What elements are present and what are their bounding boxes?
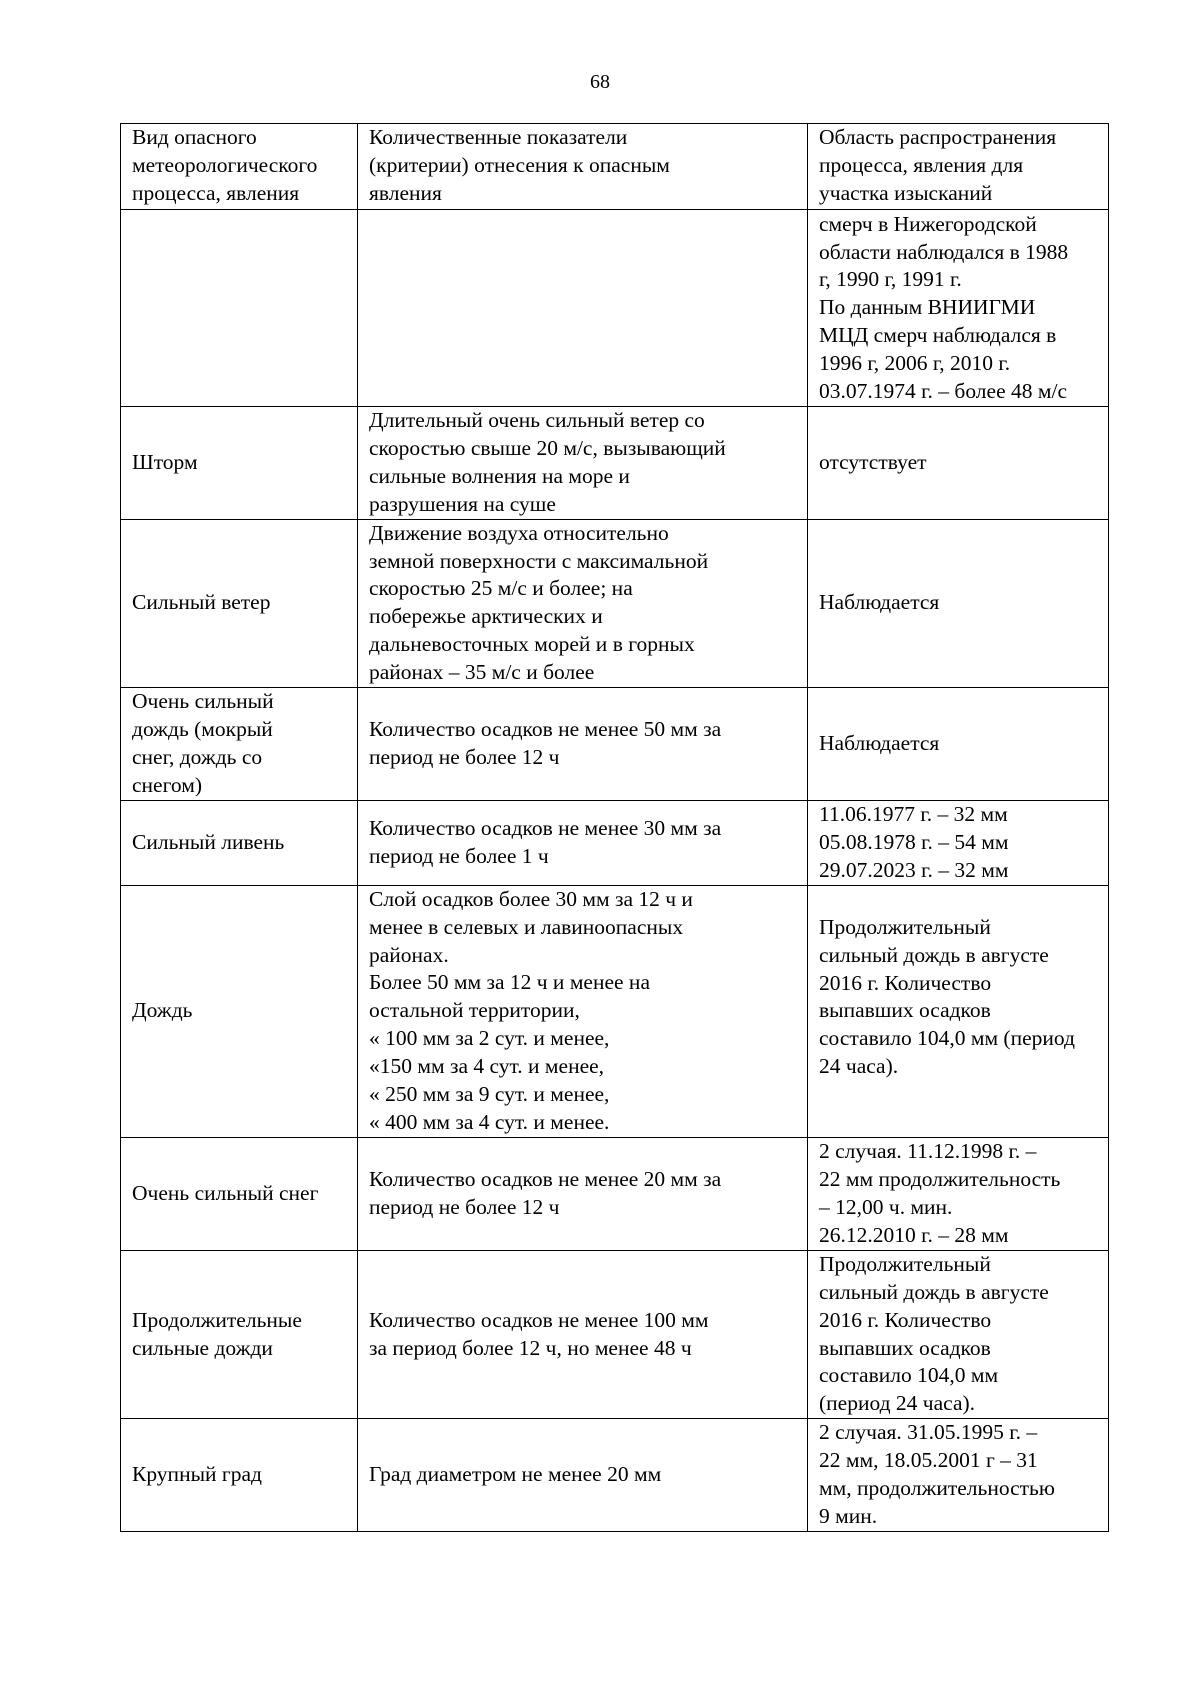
cell-area: Наблюдается xyxy=(808,519,1109,687)
cell-area: 11.06.1977 г. – 32 мм 05.08.1978 г. – 54 мм 29.07.2023 г. – 32 мм xyxy=(808,800,1109,885)
cell-criteria: Град диаметром не менее 20 мм xyxy=(358,1419,808,1532)
hazards-table xyxy=(120,123,1109,1532)
cell-phenomenon: Продолжительные сильные дожди xyxy=(121,1250,358,1418)
table-row xyxy=(121,1137,1109,1250)
header-cell-phenomenon-type: Вид опасного метеорологического процесса, явления xyxy=(121,124,358,210)
table-row xyxy=(121,519,1109,687)
table-row xyxy=(121,800,1109,885)
table-row xyxy=(121,210,1109,407)
cell-phenomenon: Очень сильный снег xyxy=(121,1137,358,1250)
cell-phenomenon: Сильный ливень xyxy=(121,800,358,885)
cell-phenomenon: Сильный ветер xyxy=(121,519,358,687)
table-header-row xyxy=(121,124,1109,210)
cell-criteria: Количество осадков не менее 30 мм за период не более 1 ч xyxy=(358,800,808,885)
table-row xyxy=(121,407,1109,520)
cell-criteria: Длительный очень сильный ветер со скоростью свыше 20 м/с, вызывающий сильные волнения на море и разрушения на суше xyxy=(358,407,808,520)
cell-criteria: Количество осадков не менее 50 мм за период не более 12 ч xyxy=(358,688,808,801)
cell-area: 2 случая. 31.05.1995 г. – 22 мм, 18.05.2001 г – 31 мм, продолжительностью 9 мин. xyxy=(808,1419,1109,1532)
table-row xyxy=(121,1419,1109,1532)
cell-criteria xyxy=(358,210,808,407)
table-row xyxy=(121,688,1109,801)
cell-area: Продолжительный сильный дождь в августе 2016 г. Количество выпавших осадков составило 104,0 мм (период 24 часа). xyxy=(808,1250,1109,1418)
header-cell-area: Область распространения процесса, явления для участка изысканий xyxy=(808,124,1109,210)
table-row xyxy=(121,885,1109,1137)
page-number: 68 xyxy=(590,71,610,93)
cell-criteria: Количество осадков не менее 100 мм за период более 12 ч, но менее 48 ч xyxy=(358,1250,808,1418)
cell-phenomenon: Дождь xyxy=(121,885,358,1137)
cell-area: 2 случая. 11.12.1998 г. – 22 мм продолжительность – 12,00 ч. мин. 26.12.2010 г. – 28 мм xyxy=(808,1137,1109,1250)
cell-criteria: Движение воздуха относительно земной поверхности с максимальной скоростью 25 м/с и более; на побережье арктических и дальневосточных морей и в горных районах – 35 м/с и более xyxy=(358,519,808,687)
cell-area: отсутствует xyxy=(808,407,1109,520)
cell-area: Наблюдается xyxy=(808,688,1109,801)
cell-phenomenon: Очень сильный дождь (мокрый снег, дождь со снегом) xyxy=(121,688,358,801)
cell-area: Продолжительный сильный дождь в августе 2016 г. Количество выпавших осадков составило 104,0 мм (период 24 часа). xyxy=(808,885,1109,1137)
cell-phenomenon: Крупный град xyxy=(121,1419,358,1532)
cell-area: смерч в Нижегородской области наблюдался в 1988 г, 1990 г, 1991 г. По данным ВНИИГМИ МЦД смерч наблюдался в 1996 г, 2006 г, 2010 г. 03.07.1974 г. – более 48 м/с xyxy=(808,210,1109,407)
table-row xyxy=(121,1250,1109,1418)
cell-phenomenon: Шторм xyxy=(121,407,358,520)
cell-criteria: Количество осадков не менее 20 мм за период не более 12 ч xyxy=(358,1137,808,1250)
header-cell-criteria: Количественные показатели (критерии) отнесения к опасным явления xyxy=(358,124,808,210)
cell-phenomenon xyxy=(121,210,358,407)
cell-criteria: Слой осадков более 30 мм за 12 ч и менее в селевых и лавиноопасных районах. Более 50 мм за 12 ч и менее на остальной территории, « 100 мм за 2 сут. и менее, «150 мм за 4 сут. и менее, « 250 мм за 9 сут. и менее, « 400 мм за 4 сут. и менее. xyxy=(358,885,808,1137)
